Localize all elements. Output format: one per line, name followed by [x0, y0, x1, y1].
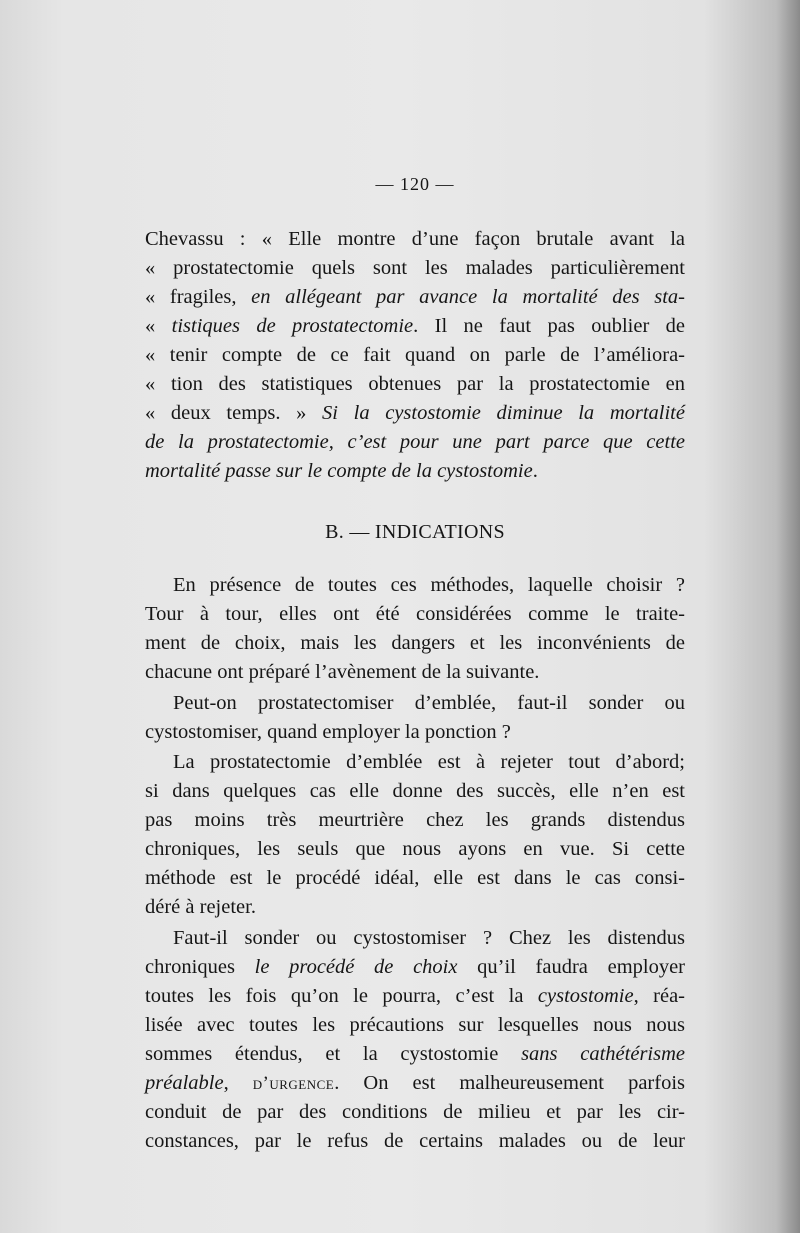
text-line: constances, par le refus de certains malades ou de leur [145, 1130, 685, 1152]
text-line: Chevassu : « Elle montre d’une façon brutale avant la [145, 228, 685, 250]
text-line: Faut-il sonder ou cystostomiser ? Chez les distendus [173, 927, 685, 949]
text-line: méthode est le procédé idéal, elle est dans le cas consi- [145, 867, 685, 889]
page-number: — 120 — [375, 174, 455, 194]
text-line: déré à rejeter. [145, 896, 256, 918]
text-line: conduit de par des conditions de milieu et par les cir- [145, 1101, 685, 1123]
text-line: ment de choix, mais les dangers et les inconvénients de [145, 632, 685, 654]
text-line: lisée avec toutes les précautions sur lesquelles nous nous [145, 1014, 685, 1036]
text-line: pas moins très meurtrière chez les grands distendus [145, 809, 685, 831]
text-line: préalable, d’urgence. On est malheureusement parfois [145, 1072, 686, 1094]
text-line: toutes les fois qu’on le pourra, c’est la cystostomie, réa- [145, 985, 685, 1007]
text-line: En présence de toutes ces méthodes, laquelle choisir ? [173, 574, 685, 596]
text-line: mortalité passe sur le compte de la cystostomie. [145, 460, 538, 482]
text-line: « tenir compte de ce fait quand on parle de l’améliora- [145, 344, 685, 366]
text-line: « tistiques de prostatectomie. Il ne faut pas oublier de [145, 315, 685, 337]
text-line: Tour à tour, elles ont été considérées comme le traite- [145, 603, 685, 625]
text-line: cystostomiser, quand employer la ponction ? [145, 721, 511, 743]
text-line: sommes étendus, et la cystostomie sans cathétérisme [145, 1043, 685, 1065]
text-line: de la prostatectomie, c’est pour une part parce que cette [145, 431, 685, 453]
text-line: « deux temps. » Si la cystostomie diminue la mortalité [145, 402, 685, 424]
text-line: La prostatectomie d’emblée est à rejeter tout d’abord; [173, 751, 685, 773]
text-line: « tion des statistiques obtenues par la prostatectomie en [145, 373, 685, 395]
text-line: « prostatectomie quels sont les malades particulièrement [145, 257, 685, 279]
text-line: chroniques, les seuls que nous ayons en vue. Si cette [145, 838, 685, 860]
text-line: « fragiles, en allégeant par avance la mortalité des sta- [145, 286, 685, 308]
text-line: si dans quelques cas elle donne des succès, elle n’en est [145, 780, 685, 802]
text-line: chroniques le procédé de choix qu’il faudra employer [145, 956, 686, 978]
text-line: chacune ont préparé l’avènement de la suivante. [145, 661, 540, 683]
text-line: Peut-on prostatectomiser d’emblée, faut-il sonder ou [173, 692, 685, 714]
section-heading: B. — INDICATIONS [325, 521, 505, 543]
